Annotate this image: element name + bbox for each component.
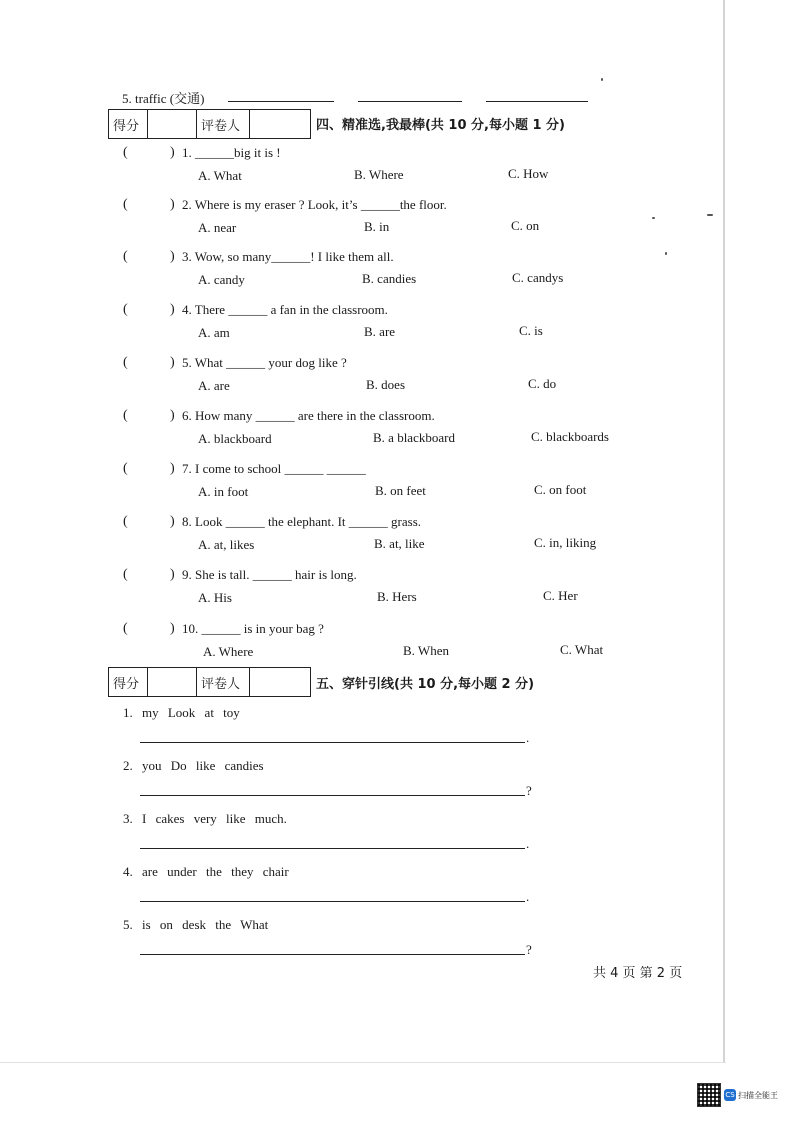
- scrambled-words: 4. are under the they chair: [123, 864, 289, 879]
- scan-speck: [601, 78, 603, 81]
- score-cell: [148, 110, 197, 139]
- answer-paren-close: ): [170, 567, 175, 582]
- option-a: A. are: [198, 378, 230, 393]
- option-a: A. in foot: [198, 484, 249, 499]
- option-b: B. candies: [362, 271, 417, 286]
- option-a: A. What: [198, 168, 242, 183]
- scan-speck: [665, 252, 667, 255]
- sentence-punctuation: .: [526, 889, 530, 904]
- answer-paren-close: ): [170, 408, 175, 423]
- answer-paren-close: ): [170, 249, 175, 264]
- answer-line-1: [228, 101, 334, 102]
- option-c: C. What: [560, 642, 604, 657]
- option-b: B. on feet: [375, 483, 426, 498]
- question-text: 9. She is tall. ______ hair is long.: [182, 567, 357, 582]
- option-c: C. How: [508, 166, 549, 181]
- option-c: C. blackboards: [531, 429, 609, 444]
- score-cell: [148, 668, 197, 697]
- score-label: 得分: [109, 668, 148, 697]
- question-text: 7. I come to school ______ ______: [182, 461, 366, 476]
- answer-line: [140, 742, 525, 743]
- score-table-section5: [108, 667, 311, 697]
- grader-label: 评卷人: [197, 110, 250, 139]
- answer-paren-open: (: [123, 302, 128, 317]
- qr-code-icon: [697, 1083, 721, 1107]
- scrambled-words: 2. you Do like candies: [123, 758, 264, 773]
- answer-line: [140, 901, 525, 902]
- page-edge: [723, 0, 725, 1062]
- scrambled-words: 5. is on desk the What: [123, 917, 269, 932]
- option-c: C. on: [511, 218, 540, 233]
- option-c: C. on foot: [534, 482, 587, 497]
- answer-paren-open: (: [123, 621, 128, 636]
- answer-line-3: [486, 101, 588, 102]
- answer-paren-open: (: [123, 249, 128, 264]
- option-a: A. at, likes: [198, 537, 255, 552]
- sentence-punctuation: ?: [526, 942, 532, 957]
- answer-paren-close: ): [170, 197, 175, 212]
- sentence-punctuation: .: [526, 836, 530, 851]
- score-label: 得分: [109, 110, 148, 139]
- grader-cell: [250, 668, 311, 697]
- option-c: C. do: [528, 376, 557, 391]
- option-a: A. near: [198, 220, 237, 235]
- section5-title: 五、穿针引线(共 10 分,每小题 2 分): [316, 677, 535, 692]
- traffic-item: 5. traffic (交通): [122, 91, 205, 106]
- answer-paren-open: (: [123, 567, 128, 582]
- answer-paren-close: ): [170, 355, 175, 370]
- answer-paren-open: (: [123, 514, 128, 529]
- answer-paren-open: (: [123, 197, 128, 212]
- question-text: 8. Look ______ the elephant. It ______ grass.: [182, 514, 422, 529]
- option-b: B. Where: [354, 167, 404, 182]
- grader-label: 评卷人: [197, 668, 250, 697]
- option-b: B. Hers: [377, 589, 417, 604]
- question-text: 1. ______big it is !: [182, 145, 281, 160]
- scan-speck: [652, 217, 655, 219]
- answer-paren-open: (: [123, 408, 128, 423]
- option-b: B. are: [364, 324, 396, 339]
- option-c: C. is: [519, 323, 543, 338]
- question-text: 5. What ______ your dog like ?: [182, 355, 347, 370]
- question-text: 6. How many ______ are there in the classroom.: [182, 408, 435, 423]
- option-a: A. blackboard: [198, 431, 272, 446]
- scanner-name: 扫描全能王: [738, 1090, 778, 1100]
- sentence-punctuation: ?: [526, 783, 532, 798]
- option-b: B. in: [364, 219, 390, 234]
- option-c: C. in, liking: [534, 535, 597, 550]
- option-c: C. candys: [512, 270, 564, 285]
- answer-line: [140, 954, 525, 955]
- section4-title: 四、精准选,我最棒(共 10 分,每小题 1 分): [316, 118, 565, 133]
- answer-paren-close: ): [170, 302, 175, 317]
- question-text: 4. There ______ a fan in the classroom.: [182, 302, 388, 317]
- answer-line: [140, 795, 525, 796]
- page-info: 共 4 页 第 2 页: [593, 966, 683, 981]
- answer-paren-open: (: [123, 461, 128, 476]
- answer-paren-close: ): [170, 621, 175, 636]
- answer-paren-open: (: [123, 355, 128, 370]
- answer-paren-close: ): [170, 514, 175, 529]
- scan-speck: [707, 214, 713, 216]
- question-text: 3. Wow, so many______! I like them all.: [182, 249, 394, 264]
- option-b: B. a blackboard: [373, 430, 455, 445]
- sentence-punctuation: .: [526, 730, 530, 745]
- scrambled-words: 1. my Look at toy: [123, 705, 240, 720]
- question-text: 2. Where is my eraser ? Look, it’s ______the floor.: [182, 197, 447, 212]
- scanner-watermark: [697, 1083, 778, 1107]
- scrambled-words: 3. I cakes very like much.: [123, 811, 287, 826]
- option-b: B. at, like: [374, 536, 425, 551]
- option-b: B. When: [403, 643, 449, 658]
- option-a: A. candy: [198, 272, 245, 287]
- option-c: C. Her: [543, 588, 578, 603]
- option-a: A. Where: [203, 644, 254, 659]
- cs-logo-icon: CS: [725, 1091, 735, 1099]
- answer-line-2: [358, 101, 462, 102]
- score-table-section4: [108, 109, 311, 139]
- page-bottom-edge: [0, 1062, 726, 1063]
- option-b: B. does: [366, 377, 405, 392]
- option-a: A. His: [198, 590, 232, 605]
- answer-paren-close: ): [170, 461, 175, 476]
- answer-line: [140, 848, 525, 849]
- answer-paren-open: (: [123, 145, 128, 160]
- option-a: A. am: [198, 325, 230, 340]
- answer-paren-close: ): [170, 145, 175, 160]
- question-text: 10. ______ is in your bag ?: [182, 621, 324, 636]
- grader-cell: [250, 110, 311, 139]
